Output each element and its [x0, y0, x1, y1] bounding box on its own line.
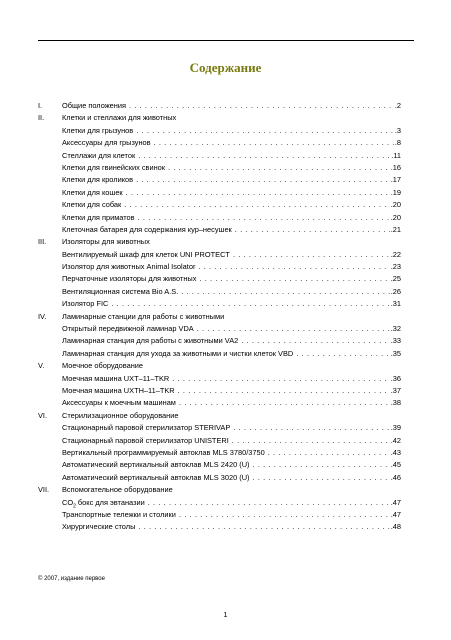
page-ref: .21 — [390, 224, 401, 234]
page-ref: .45 — [390, 460, 401, 470]
co2-text: CO — [62, 497, 74, 507]
dot-leader — [178, 385, 390, 397]
toc-section-3 — [38, 236, 401, 248]
page-ref: .11 — [391, 150, 401, 160]
entry-label: Автоматический вертикальный автоклав MLS 2420 (U) — [62, 460, 250, 470]
entry-label: Моечная машина UXTH–11–TKR — [62, 385, 175, 395]
page-ref: .48 — [390, 522, 401, 532]
toc-section-4 — [38, 311, 401, 323]
entry-label: Стационарный паровой стерилизатор UNISTERI — [62, 435, 229, 445]
entry-label: Стеллажи для клеток — [62, 150, 136, 160]
page-ref: .8 — [394, 138, 401, 148]
entry-label: Клетки для собак — [62, 200, 122, 210]
dot-leader — [179, 397, 390, 409]
page-ref: .37 — [390, 385, 401, 395]
page-ref: .20 — [390, 200, 401, 210]
toc-entry[interactable] — [38, 348, 401, 360]
entry-label: Автоматический вертикальный автоклав MLS 3020 (U) — [62, 472, 250, 482]
dot-leader — [138, 521, 389, 533]
page-ref: .38 — [390, 398, 401, 408]
toc-entry[interactable] — [38, 335, 401, 347]
dot-leader — [138, 150, 390, 162]
entry-label: Аксессуары к моечным машинам — [62, 398, 176, 408]
toc-entry[interactable] — [38, 385, 401, 397]
page-ref: .17 — [390, 175, 401, 185]
section-label: Общие положения — [62, 101, 126, 110]
page-ref: .20 — [390, 212, 401, 222]
dot-leader — [233, 249, 390, 261]
section-label: Ламинарные станции для работы с животными — [62, 311, 225, 321]
dot-leader — [124, 199, 389, 211]
dot-leader — [136, 174, 390, 186]
toc-entry[interactable] — [38, 323, 401, 335]
toc-entry[interactable] — [38, 422, 401, 434]
dot-leader — [197, 323, 390, 335]
entry-label — [62, 497, 145, 509]
page-number: 1 — [223, 610, 228, 619]
dot-leader — [181, 286, 390, 298]
toc-entry[interactable] — [38, 459, 401, 471]
entry-label: Клетки для гвинейских свинок — [62, 162, 166, 172]
section-label: Стерилизационное оборудование — [62, 410, 179, 420]
entry-label-rest: бокс для эвтаназии — [75, 497, 145, 507]
section-label: Изоляторы для животных — [62, 237, 150, 247]
page-ref: .47 — [390, 497, 401, 507]
toc-section-5 — [38, 360, 401, 372]
toc-entry[interactable] — [38, 273, 401, 285]
entry-label: Клетки для кроликов — [62, 175, 134, 185]
dot-leader — [126, 187, 390, 199]
page-title: Содержание — [189, 60, 262, 75]
page-ref: .25 — [390, 274, 401, 284]
entry-label: Вентилируемый шкаф для клеток UNI PROTECT — [62, 249, 230, 259]
toc-entry[interactable] — [38, 162, 401, 174]
toc-section-7 — [38, 484, 401, 496]
toc-entry[interactable] — [38, 125, 401, 137]
toc-entry[interactable] — [38, 212, 401, 224]
section-label: Вспомогательное оборудование — [62, 485, 173, 495]
dot-leader — [136, 125, 394, 137]
edition-note: © 2007, издание первое — [38, 576, 105, 582]
page-ref: .16 — [390, 162, 401, 172]
entry-label: Стационарный паровой стерилизатор STERIVAP — [62, 423, 231, 433]
entry-label: Аксессуары для грызунов — [62, 138, 151, 148]
section-label: Клетки и стеллажи для животных — [62, 113, 177, 123]
page-ref: .35 — [390, 348, 401, 358]
section-number: I. — [38, 101, 43, 110]
toc-entry[interactable] — [38, 373, 401, 385]
page-ref: .23 — [390, 262, 401, 272]
toc-entry[interactable] — [38, 521, 401, 533]
dot-leader — [172, 373, 389, 385]
entry-label: Клетки для грызунов — [62, 125, 134, 135]
entry-label: Вертикальный программируемый автоклав MLS 3780/3750 — [62, 447, 265, 457]
page-ref: .19 — [390, 187, 401, 197]
page-ref: .32 — [390, 324, 401, 334]
toc-entry[interactable] — [38, 298, 401, 310]
section-number: IV. — [38, 311, 47, 321]
dot-leader — [268, 447, 390, 459]
page-ref: .22 — [390, 249, 401, 259]
section-number: V. — [38, 361, 45, 371]
page-ref: .26 — [390, 286, 401, 296]
toc-entry[interactable] — [38, 199, 401, 211]
toc-entry[interactable] — [38, 435, 401, 447]
dot-leader — [138, 212, 390, 224]
toc-entry[interactable] — [38, 150, 401, 162]
entry-label: Клетки для кошек — [62, 187, 123, 197]
entry-label: Открытый передвижной ламинар VDA — [62, 324, 194, 334]
entry-label: Клеточная батарея для содержания кур–несушек — [62, 224, 232, 234]
page-ref: .3 — [394, 125, 401, 135]
toc-entry[interactable] — [38, 497, 401, 509]
entry-label: Изолятор FIC — [62, 299, 109, 309]
page-ref: .31 — [390, 299, 401, 309]
toc-entry[interactable] — [38, 261, 401, 273]
page-ref: .46 — [390, 472, 401, 482]
dot-leader — [199, 273, 389, 285]
section-number: VI. — [38, 410, 48, 420]
page-ref: .43 — [390, 447, 401, 457]
dot-leader — [241, 335, 389, 347]
toc-entry[interactable] — [38, 224, 401, 236]
toc-entry[interactable] — [38, 286, 401, 298]
entry-label: Перчаточные изоляторы для животных — [62, 274, 197, 284]
toc-entry[interactable] — [38, 137, 401, 149]
dot-leader — [129, 100, 394, 112]
toc-entry[interactable] — [38, 447, 401, 459]
entry-label: Изолятор для животных Animal Isolator — [62, 262, 196, 272]
toc-entry[interactable] — [38, 174, 401, 186]
page-ref: .2 — [394, 101, 401, 110]
dot-leader — [111, 298, 389, 310]
toc-section-2 — [38, 112, 401, 124]
section-number: II. — [38, 113, 45, 123]
dot-leader — [233, 422, 389, 434]
dot-leader — [168, 162, 390, 174]
page-ref: .36 — [390, 373, 401, 383]
entry-label: Ламинарная станция для работы с животными VA2 — [62, 336, 239, 346]
toc-section-1[interactable] — [38, 100, 401, 112]
toc-entry[interactable] — [38, 249, 401, 261]
entry-label: Моечная машина UXT–11–TKR — [62, 373, 170, 383]
dot-leader — [179, 509, 390, 521]
section-label: Моечное оборудование — [62, 361, 144, 371]
dot-leader — [198, 261, 389, 273]
page-ref: .33 — [390, 336, 401, 346]
toc-entry[interactable] — [38, 472, 401, 484]
entry-label: Транспортные тележки и столики — [62, 509, 176, 519]
dot-leader — [253, 459, 390, 471]
entry-label: Хирургические столы — [62, 522, 136, 532]
header-rule — [38, 40, 414, 41]
toc-section-6 — [38, 410, 401, 422]
page-ref: .47 — [390, 509, 401, 519]
subscript: 2 — [73, 502, 76, 509]
entry-label: Вентиляционная система Bio A.S. — [62, 286, 179, 296]
page-ref: .42 — [390, 435, 401, 445]
dot-leader — [253, 472, 390, 484]
section-number: VII. — [38, 485, 50, 495]
table-of-contents — [38, 100, 401, 534]
dot-leader — [232, 435, 390, 447]
toc-entry[interactable] — [38, 187, 401, 199]
entry-label: Ламинарная станция для ухода за животными и чистки клеток VBD — [62, 348, 294, 358]
entry-label: Клетки для приматов — [62, 212, 135, 222]
toc-entry[interactable] — [38, 397, 401, 409]
toc-entry[interactable] — [38, 509, 401, 521]
dot-leader — [148, 497, 390, 509]
dot-leader — [154, 137, 394, 149]
dot-leader — [235, 224, 390, 236]
section-number: III. — [38, 237, 47, 247]
page-ref: .39 — [390, 423, 401, 433]
dot-leader — [296, 348, 389, 360]
